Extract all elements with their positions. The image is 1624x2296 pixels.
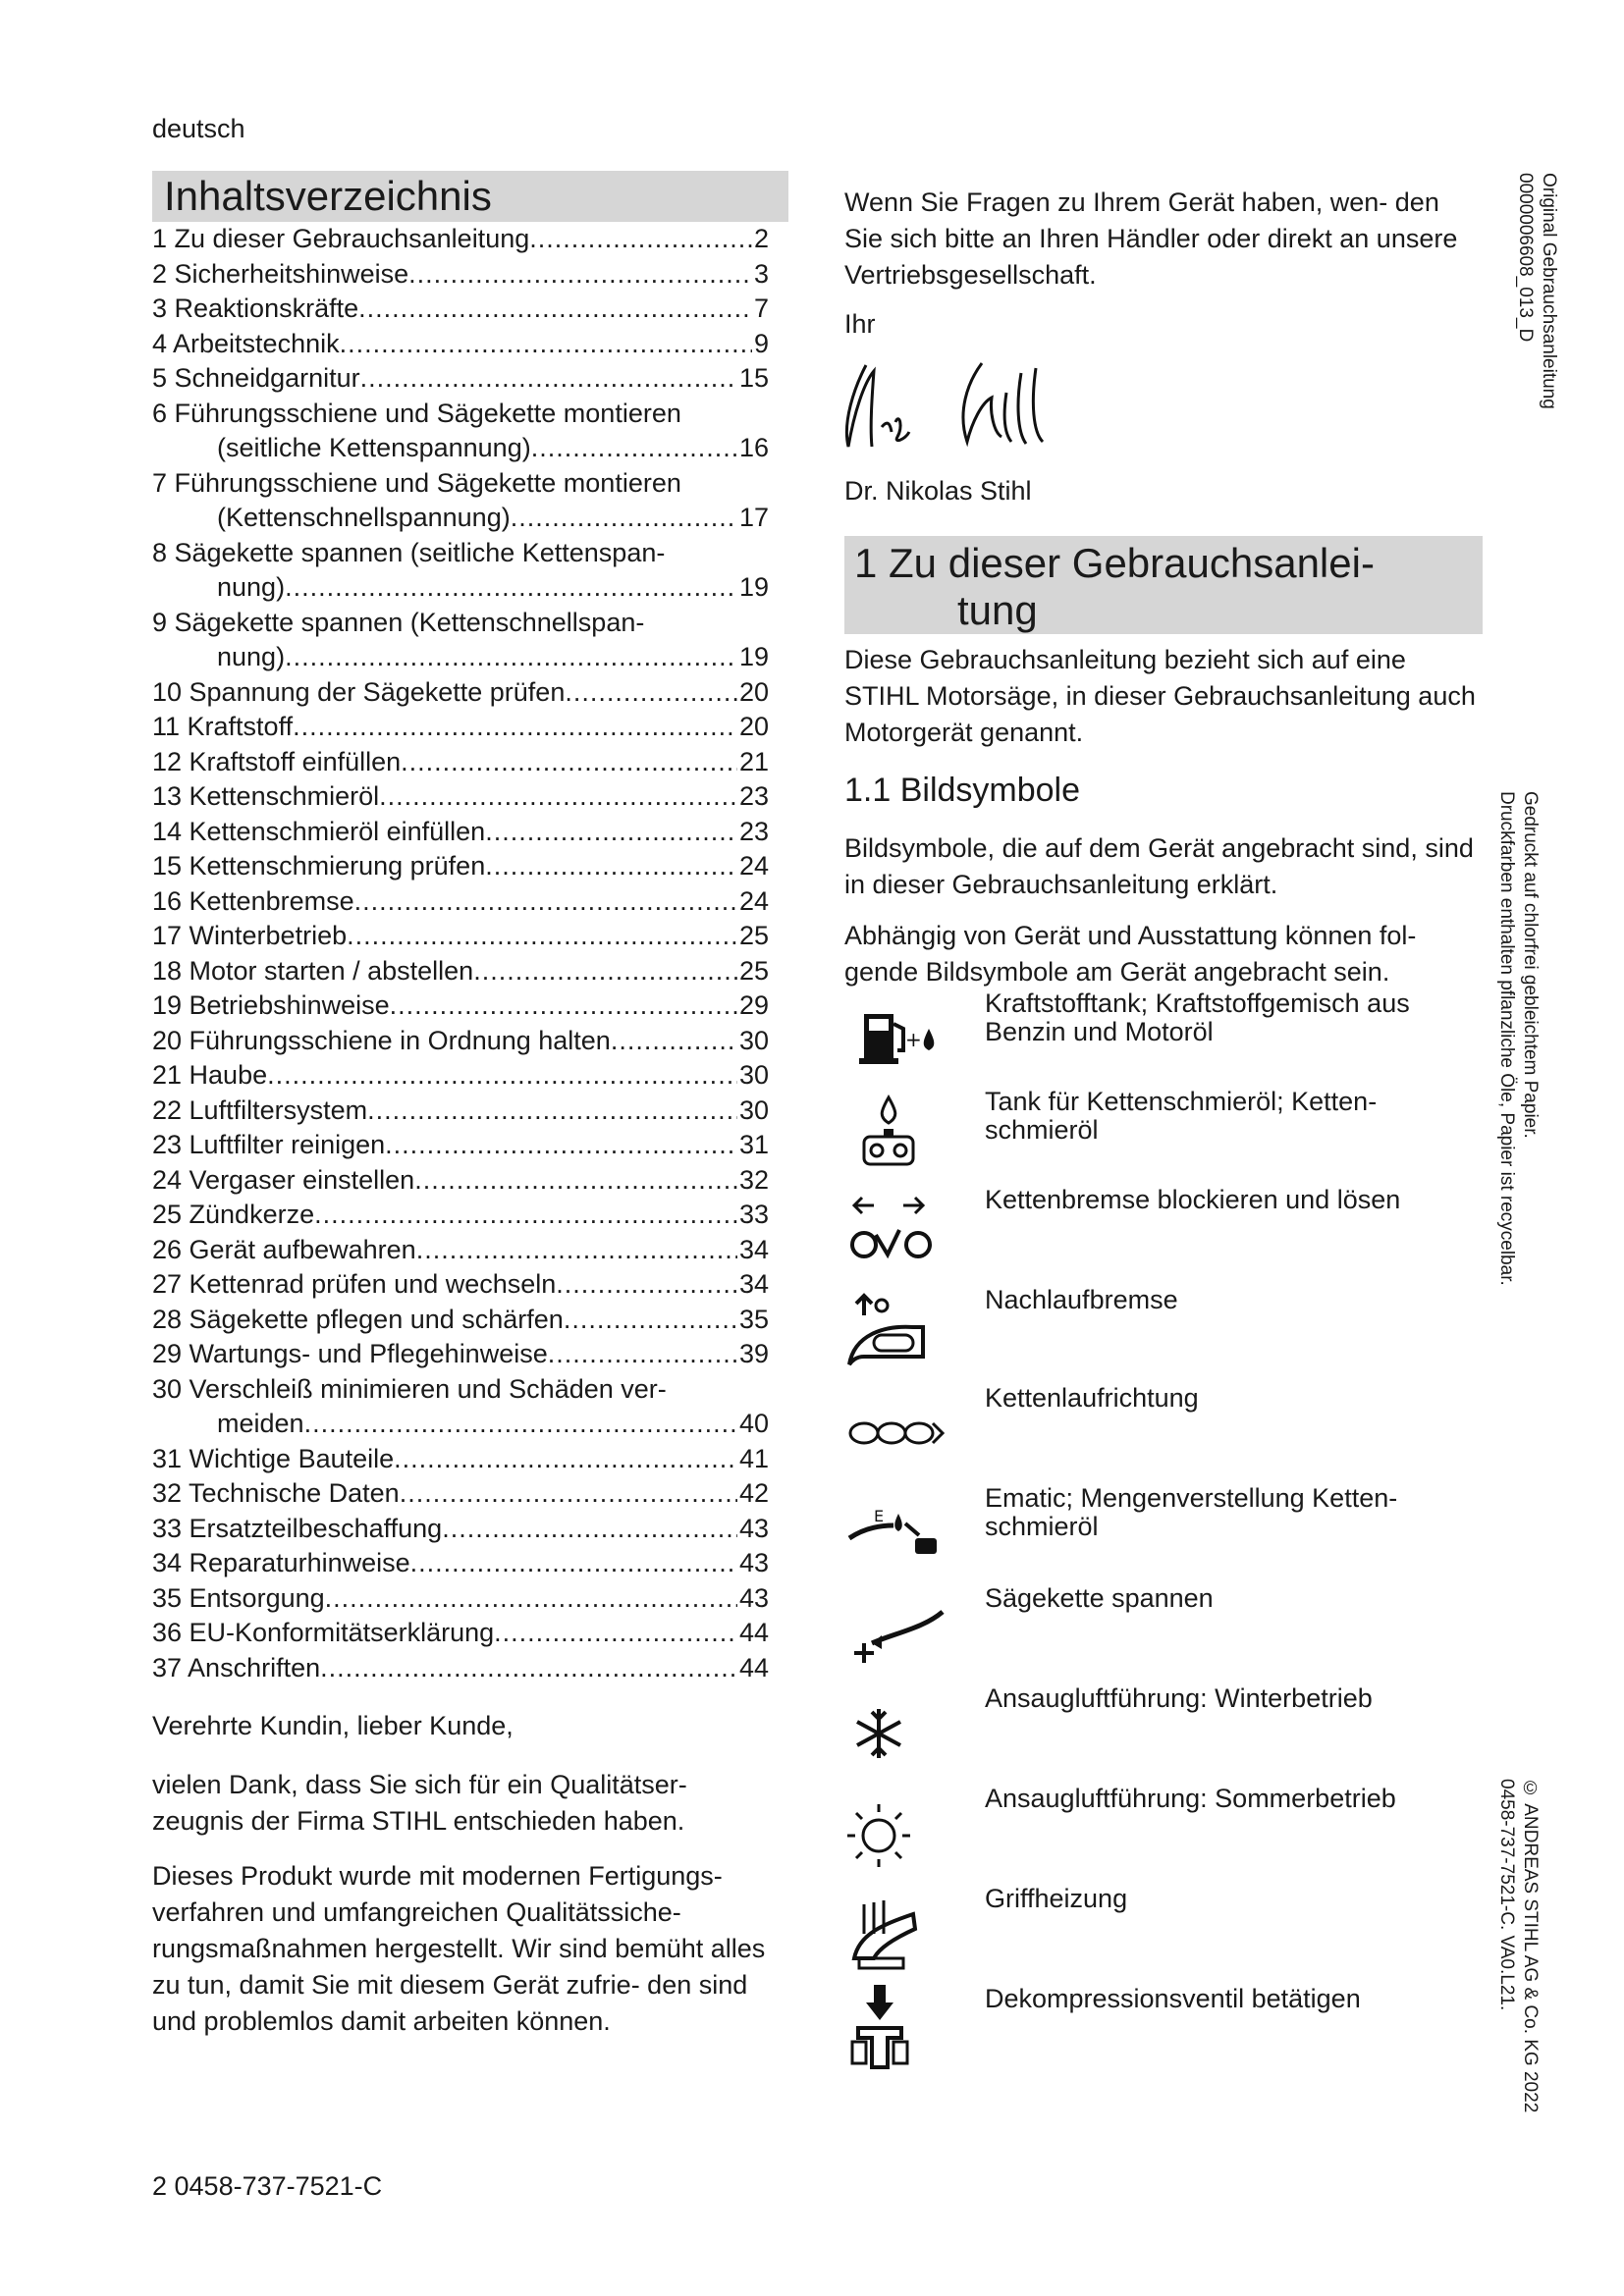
toc-entry-title: 11 Kraftstoff [152,712,294,741]
toc-entry[interactable] [152,257,769,293]
symbol-text-chain-oil: Tank für Kettenschmieröl; Ketten- schmieröl [985,1087,1378,1145]
toc-entry[interactable] [152,1476,769,1512]
toc-entry-title: 7 Führungsschiene und Sägekette montieren [152,467,681,498]
symbol-row-fuel-tank [844,989,1492,1088]
toc-entry-page: 30 [738,1025,769,1055]
symbol-row-chain-oil [844,1088,1492,1186]
toc-entry-page: 29 [738,990,769,1020]
toc-entry[interactable] [152,536,769,571]
snowflake-icon [844,1684,952,1783]
toc-entry-title: 12 Kraftstoff einfüllen [152,746,402,776]
toc-entry[interactable] [152,1442,769,1477]
toc-entry-page: 15 [738,363,769,393]
symbol-text-fuel-tank: Kraftstofftank; Kraftstoffgemisch aus Benzin und Motoröl [985,988,1410,1046]
toc-entry-title: 6 Führungsschiene und Sägekette montieren [152,398,681,428]
table-of-contents [152,222,769,1685]
toc-entry-page: 34 [738,1269,769,1299]
signer-name: Dr. Nikolas Stihl [844,476,1032,506]
toc-entry-title: 33 Ersatzteilbeschaffung [152,1513,443,1543]
letter-closing: Ihr [844,309,876,339]
section-1-1-heading: 1.1 Bildsymbole [844,772,1081,809]
toc-entry-page: 44 [738,1618,769,1647]
letter-product: Dieses Produkt wurde mit modernen Fertigungs- verfahren und umfangreichen Qualitätssiche- rungsmaßnahmen hergestellt. Wir sind bemüht alles zu tun, damit Sie mit diesem Gerät zufrie- den sind und problemlos damit arbeiten können. [152,1861,766,2036]
symbol-text-chain-direction: Kettenlaufrichtung [985,1383,1199,1413]
toc-entry-page: 9 [753,328,769,358]
symbol-row-winter [844,1684,1492,1783]
section-1-heading-line1: 1 Zu dieser Gebrauchsanlei- [854,540,1375,586]
toc-entry-page: 41 [738,1443,769,1473]
margin-original-manual [1513,173,1560,409]
letter-greeting: Verehrte Kundin, lieber Kunde, [152,1711,514,1740]
toc-entry[interactable] [152,1337,769,1372]
margin-text: Original Gebrauchsanleitung [1539,173,1559,409]
toc-entry-title: 20 Führungsschiene in Ordnung halten [152,1025,611,1055]
toc-entry-page: 25 [738,955,769,986]
toc-entry-page: 25 [738,921,769,950]
toc-entry-title: 37 Anschriften [152,1652,321,1682]
toc-entry-title: 4 Arbeitstechnik [152,328,340,358]
toc-entry[interactable] [152,1094,769,1129]
fuel-tank-icon [844,989,952,1088]
margin-text: Druckfarben enthalten pflanzliche Öle, Papier ist recycelbar. [1496,791,1517,1286]
toc-entry-title-cont: nung) [217,642,286,671]
toc-entry[interactable] [152,1303,769,1338]
toc-entry[interactable] [152,675,769,711]
toc-entry-page: 20 [738,712,769,741]
chain-direction-icon [844,1384,952,1482]
toc-entry[interactable] [152,1128,769,1163]
symbol-row-handle-heating [844,1885,1492,1983]
toc-entry-continuation[interactable] [152,640,769,675]
toc-entry-page: 33 [738,1200,769,1229]
toc-entry-title: 24 Vergaser einstellen [152,1164,415,1195]
symbol-text-chain-brake: Kettenbremse blockieren und lösen [985,1185,1401,1214]
toc-entry-page: 16 [738,433,769,462]
toc-entry-page: 24 [738,885,769,916]
handle-heating-icon [844,1885,952,1983]
toc-entry-title: 34 Reparaturhinweise [152,1548,410,1577]
toc-entry-title-cont: (seitliche Kettenspannung) [217,433,531,462]
toc-entry-title: 5 Schneidgarnitur [152,363,360,393]
toc-entry[interactable] [152,884,769,920]
toc-entry-page: 44 [738,1652,769,1682]
toc-entry[interactable] [152,1024,769,1059]
toc-entry-page: 17 [738,503,769,532]
page-footer: 2 0458-737-7521-C [152,2171,383,2201]
toc-entry[interactable] [152,815,769,850]
toc-entry-title: 9 Sägekette spannen (Kettenschnellspan- [152,607,645,637]
ematic-icon [844,1484,952,1582]
symbol-row-ematic [844,1484,1492,1582]
toc-entry-continuation[interactable] [152,501,769,536]
toc-entry-page: 31 [738,1130,769,1159]
symbol-text-summer: Ansaugluftführung: Sommerbetrieb [985,1784,1396,1813]
toc-entry[interactable] [152,1198,769,1233]
toc-entry-title: 35 Entsorgung [152,1582,325,1613]
toc-entry[interactable] [152,1616,769,1651]
toc-entry[interactable] [152,327,769,362]
symbol-row-chain-direction [844,1384,1492,1482]
toc-entry-title: 36 EU-Konformitätserklärung [152,1618,495,1647]
toc-entry-title: 15 Kettenschmierung prüfen [152,851,486,881]
toc-entry-title: 10 Spannung der Sägekette prüfen [152,676,566,707]
toc-entry[interactable] [152,849,769,884]
toc-entry[interactable] [152,1581,769,1617]
symbol-row-summer [844,1785,1492,1883]
toc-entry[interactable] [152,361,769,397]
toc-entry[interactable] [152,988,769,1024]
toc-entry[interactable] [152,1058,769,1094]
margin-text: Gedruckt auf chlorfrei gebleichtem Papier. [1520,791,1541,1139]
toc-entry-title: 16 Kettenbremse [152,885,354,916]
toc-entry-title: 32 Technische Daten [152,1478,400,1508]
toc-entry-title: 27 Kettenrad prüfen und wechseln [152,1269,557,1299]
toc-entry[interactable] [152,397,769,432]
symbols-paragraph-1: Bildsymbole, die auf dem Gerät angebracht sind, sind in dieser Gebrauchsanleitung erklärt. [844,833,1474,899]
margin-text: © ANDREAS STIHL AG & Co. KG 2022 [1520,1779,1541,2113]
toc-entry-page: 43 [738,1513,769,1543]
toc-heading: Inhaltsverzeichnis [152,171,788,222]
toc-entry-title: 14 Kettenschmieröl einfüllen [152,816,486,846]
toc-entry-title: 31 Wichtige Bauteile [152,1443,395,1473]
toc-entry-title: 29 Wartungs- und Pflegehinweise [152,1339,548,1368]
toc-entry-page: 3 [753,258,769,289]
toc-entry-title: 23 Luftfilter reinigen [152,1130,386,1159]
toc-entry-page: 23 [738,816,769,846]
toc-entry[interactable] [152,606,769,641]
signature [835,353,1060,461]
toc-entry[interactable] [152,1372,769,1408]
toc-entry-page: 40 [738,1409,769,1438]
chain-oil-tank-icon [844,1088,952,1186]
symbol-row-decompression [844,1985,1492,2083]
toc-entry-title: 25 Zündkerze [152,1200,315,1229]
toc-entry-title: 21 Haube [152,1060,268,1090]
toc-entry[interactable] [152,1163,769,1199]
section-1-heading [844,536,1483,634]
symbol-row-chain-tension [844,1584,1492,1682]
toc-entry-page: 42 [738,1478,769,1508]
toc-entry[interactable] [152,919,769,954]
svg-text:+: + [905,1028,922,1051]
toc-entry-page: 30 [738,1095,769,1125]
toc-entry[interactable] [152,779,769,815]
toc-entry-page: 30 [738,1060,769,1090]
margin-text: 0000006608_013_D [1515,173,1536,343]
toc-entry-title-cont: (Kettenschnellspannung) [217,503,511,532]
toc-entry-page: 19 [738,642,769,671]
letter-questions: Wenn Sie Fragen zu Ihrem Gerät haben, wen- den Sie sich bitte an Ihren Händler oder direkt an unsere Vertriebsgesellschaft. [844,187,1458,290]
chain-brake-icon [844,1186,952,1284]
toc-entry-page: 43 [738,1582,769,1613]
toc-entry-title: 28 Sägekette pflegen und schärfen [152,1304,564,1334]
toc-entry-title: 1 Zu dieser Gebrauchsanleitung [152,224,530,253]
toc-entry-page: 7 [753,294,769,323]
toc-entry-page: 19 [738,572,769,602]
symbol-text-winter: Ansaugluftführung: Winterbetrieb [985,1683,1373,1713]
toc-entry[interactable] [152,1512,769,1547]
symbol-text-decompression: Dekompressionsventil betätigen [985,1984,1361,2013]
symbols-paragraph-2: Abhängig von Gerät und Ausstattung können fol- gende Bildsymbole am Gerät angebracht sein. [844,921,1417,987]
symbol-row-run-on-brake [844,1286,1492,1384]
toc-entry-continuation[interactable] [152,431,769,466]
toc-entry-page: 32 [738,1164,769,1195]
toc-entry-title: 22 Luftfiltersystem [152,1095,368,1125]
toc-entry-page: 39 [738,1339,769,1368]
toc-entry-title-cont: nung) [217,572,286,602]
toc-entry[interactable] [152,954,769,989]
toc-entry-page: 24 [738,851,769,881]
toc-entry-page: 35 [738,1304,769,1334]
toc-entry-title-cont: meiden [217,1409,304,1438]
toc-entry[interactable] [152,1267,769,1303]
toc-entry-title: 3 Reaktionskräfte [152,294,359,323]
svg-text:E: E [874,1507,885,1525]
symbol-text-ematic: Ematic; Mengenverstellung Ketten- schmieröl [985,1483,1398,1541]
symbol-row-chain-brake [844,1186,1492,1284]
toc-entry[interactable] [152,466,769,502]
section-1-heading-line2: tung [957,587,1038,633]
toc-entry[interactable] [152,1546,769,1581]
margin-paper-note [1494,791,1542,1286]
toc-entry-title: 17 Winterbetrieb [152,921,348,950]
toc-entry-page: 20 [738,676,769,707]
toc-entry[interactable] [152,292,769,327]
toc-entry-page: 43 [738,1548,769,1577]
toc-entry-title: 8 Sägekette spannen (seitliche Kettenspan- [152,537,666,567]
decompression-valve-icon [844,1985,952,2083]
symbol-text-handle-heating: Griffheizung [985,1884,1128,1913]
chain-tension-icon [844,1584,952,1682]
sun-icon [844,1785,952,1883]
toc-entry-page: 2 [753,224,769,253]
toc-entry[interactable] [152,222,769,257]
toc-entry-title: 19 Betriebshinweise [152,990,390,1020]
run-on-brake-icon [844,1286,952,1384]
toc-entry-title: 2 Sicherheitshinweise [152,258,409,289]
margin-text: 0458-737-7521-C. VA0.L21. [1496,1779,1517,2011]
toc-entry[interactable] [152,745,769,780]
section-1-intro: Diese Gebrauchsanleitung bezieht sich auf eine STIHL Motorsäge, in dieser Gebrauchsanleitung auch Motorgerät genannt. [844,645,1476,747]
toc-entry[interactable] [152,1651,769,1686]
toc-entry-page: 21 [738,746,769,776]
toc-entry-title: 26 Gerät aufbewahren [152,1234,416,1264]
symbol-text-chain-tension: Sägekette spannen [985,1583,1214,1613]
toc-entry-continuation[interactable] [152,570,769,606]
toc-entry-page: 34 [738,1234,769,1264]
toc-entry-title: 18 Motor starten / abstellen [152,955,474,986]
page-language: deutsch [152,114,245,143]
toc-entry[interactable] [152,1233,769,1268]
toc-entry-title: 13 Kettenschmieröl [152,781,380,811]
toc-entry[interactable] [152,710,769,745]
margin-copyright [1494,1779,1542,2112]
letter-thanks: vielen Dank, dass Sie sich für ein Qualitätser- zeugnis der Firma STIHL entschieden haben. [152,1770,687,1836]
symbol-text-run-on-brake: Nachlaufbremse [985,1285,1178,1314]
toc-entry-title: 30 Verschleiß minimieren und Schäden ver- [152,1373,667,1404]
toc-entry-continuation[interactable] [152,1407,769,1442]
toc-entry-page: 23 [738,781,769,811]
